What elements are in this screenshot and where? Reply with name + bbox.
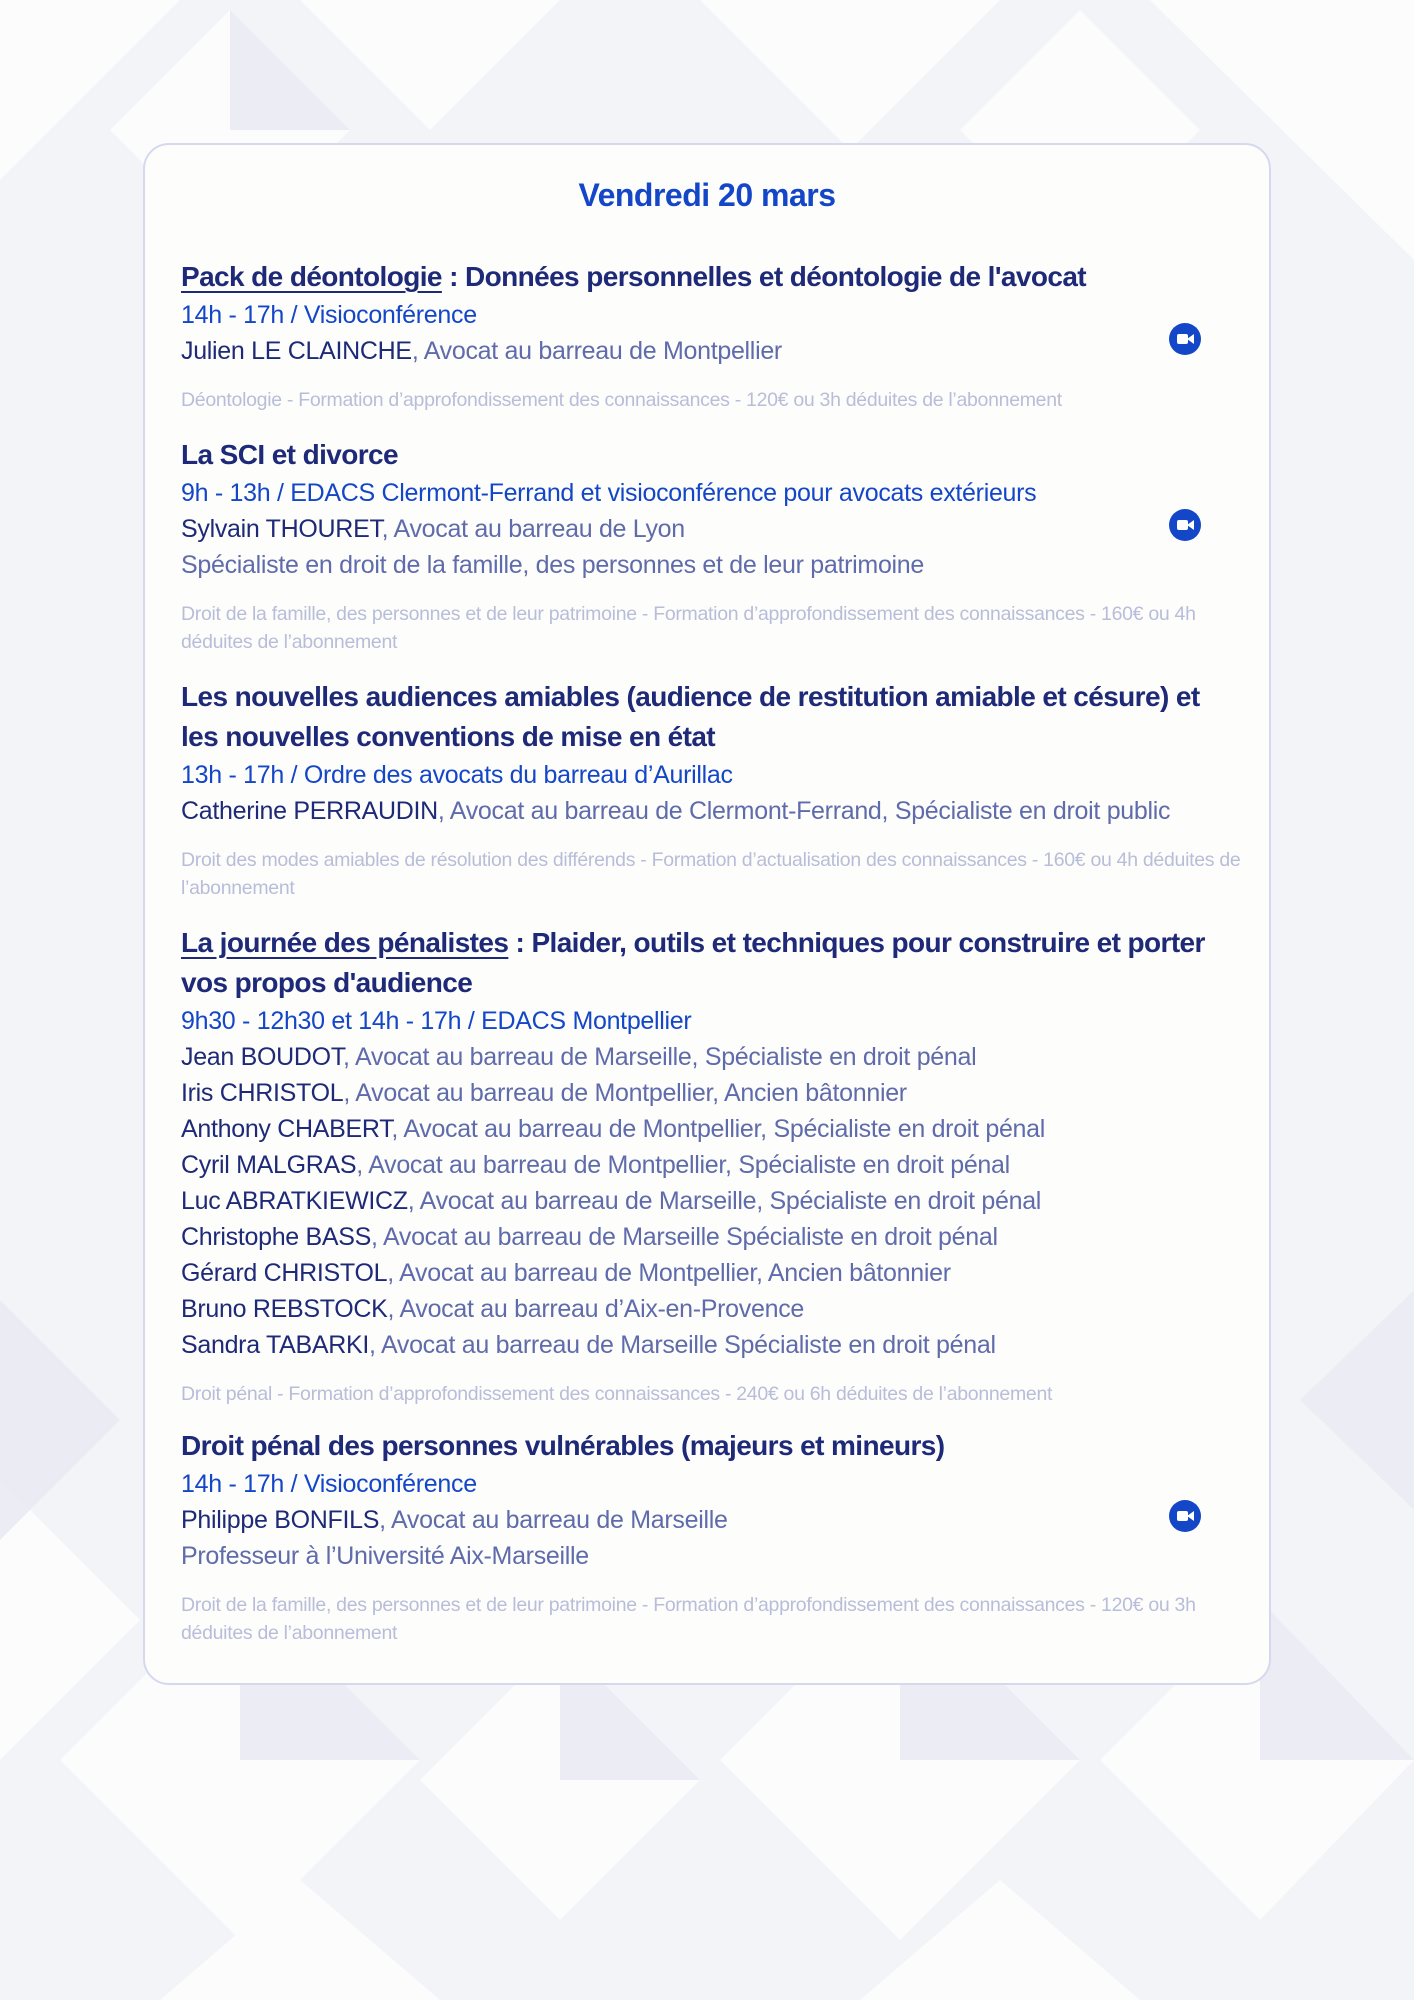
video-camera-icon[interactable] — [1169, 509, 1201, 541]
session-4 — [181, 923, 1241, 1408]
speaker-line — [181, 1147, 1241, 1183]
session-meta: Déontologie - Formation d’approfondissement des connaissances - 120€ ou 3h déduites de l’abonnement — [181, 389, 1062, 411]
speaker-name: Bruno REBSTOCK — [181, 1295, 388, 1323]
speaker-role: , Avocat au barreau de Marseille, Spécialiste en droit pénal — [343, 1043, 977, 1071]
session-time: 13h - 17h / Ordre des avocats du barreau d’Aurillac — [181, 761, 733, 789]
session-title: La journée des pénalistes : Plaider, outils et techniques pour construire et porter vos propos d'audience — [181, 927, 1205, 998]
speaker-name: Luc ABRATKIEWICZ — [181, 1187, 408, 1215]
session-2 — [181, 435, 1241, 656]
speaker-line — [181, 1502, 1241, 1538]
speaker-line — [181, 1327, 1241, 1363]
speaker-specialty: Spécialiste en droit de la famille, des personnes et de leur patrimoine — [181, 551, 925, 579]
speaker-line — [181, 1183, 1241, 1219]
speaker-role: , Avocat au barreau de Marseille Spécialiste en droit pénal — [371, 1223, 998, 1251]
session-meta: Droit de la famille, des personnes et de leur patrimoine - Formation d’approfondissement des connaissances - 120€ ou 3h déduites de l’abonnement — [181, 1594, 1196, 1644]
speaker-affiliation: Professeur à l’Université Aix-Marseille — [181, 1542, 589, 1570]
speaker-name: Sylvain THOURET — [181, 515, 382, 543]
speaker-line — [181, 511, 1241, 547]
speaker-name: Jean BOUDOT — [181, 1043, 344, 1071]
session-meta: Droit de la famille, des personnes et de leur patrimoine - Formation d’approfondissement des connaissances - 160€ ou 4h déduites de l’abonnement — [181, 603, 1196, 653]
speaker-name: Christophe BASS — [181, 1223, 372, 1251]
speaker-line — [181, 1111, 1241, 1147]
day-title: Vendredi 20 mars — [578, 177, 836, 213]
session-3 — [181, 677, 1241, 902]
session-time: 9h - 13h / EDACS Clermont-Ferrand et visioconférence pour avocats extérieurs — [181, 479, 1037, 507]
speaker-line — [181, 333, 1241, 369]
session-time: 14h - 17h / Visioconférence — [181, 301, 477, 329]
session-1 — [181, 257, 1241, 414]
session-title-link[interactable]: Pack de déontologie — [181, 261, 442, 292]
speaker-role: , Avocat au barreau de Montpellier, Ancien bâtonnier — [343, 1079, 907, 1107]
speaker-line — [181, 1219, 1241, 1255]
speaker-name: Cyril MALGRAS — [181, 1151, 357, 1179]
session-title: Droit pénal des personnes vulnérables (majeurs et mineurs) — [181, 1430, 945, 1461]
speaker-line — [181, 1075, 1241, 1111]
speaker-role: , Avocat au barreau de Marseille Spécialiste en droit pénal — [369, 1331, 996, 1359]
session-title-link[interactable]: La journée des pénalistes — [181, 927, 509, 958]
session-time: 9h30 - 12h30 et 14h - 17h / EDACS Montpellier — [181, 1007, 692, 1035]
speaker-line — [181, 1255, 1241, 1291]
session-time: 14h - 17h / Visioconférence — [181, 1470, 477, 1498]
speaker-name: Julien LE CLAINCHE — [181, 337, 412, 365]
speaker-role: , Avocat au barreau de Montpellier, Spécialiste en droit pénal — [356, 1151, 1010, 1179]
speaker-role: , Avocat au barreau de Lyon — [381, 515, 685, 543]
session-5 — [181, 1426, 1241, 1647]
session-title: La SCI et divorce — [181, 439, 398, 470]
speaker-name: Philippe BONFILS — [181, 1506, 380, 1534]
speaker-role: , Avocat au barreau de Clermont-Ferrand, Spécialiste en droit public — [437, 797, 1171, 825]
speaker-name: Sandra TABARKI — [181, 1331, 370, 1359]
session-title: Pack de déontologie : Données personnelles et déontologie de l'avocat — [181, 261, 1087, 292]
speaker-role: , Avocat au barreau de Montpellier, Spécialiste en droit pénal — [391, 1115, 1046, 1143]
session-title: Les nouvelles audiences amiables (audience de restitution amiable et césure) et les nouvelles conventions de mise en état — [181, 681, 1200, 752]
speaker-name: Iris CHRISTOL — [181, 1079, 344, 1107]
speaker-line — [181, 1291, 1241, 1327]
speaker-line — [181, 1039, 1241, 1075]
session-meta: Droit pénal - Formation d’approfondissement des connaissances - 240€ ou 6h déduites de l’abonnement — [181, 1383, 1053, 1405]
speaker-role: , Avocat au barreau de Marseille, Spécialiste en droit pénal — [407, 1187, 1042, 1215]
schedule-card — [143, 143, 1271, 1685]
speaker-role: , Avocat au barreau de Montpellier, Ancien bâtonnier — [387, 1259, 951, 1287]
speaker-role: , Avocat au barreau d’Aix-en-Provence — [387, 1295, 804, 1323]
speaker-role: , Avocat au barreau de Montpellier — [411, 337, 782, 365]
speaker-name: Catherine PERRAUDIN — [181, 797, 438, 825]
speaker-name: Anthony CHABERT — [181, 1115, 392, 1143]
speaker-role: , Avocat au barreau de Marseille — [379, 1506, 728, 1534]
video-camera-icon[interactable] — [1169, 1500, 1201, 1532]
speaker-line — [181, 793, 1241, 829]
video-camera-icon[interactable] — [1169, 323, 1201, 355]
speaker-name: Gérard CHRISTOL — [181, 1259, 388, 1287]
session-meta: Droit des modes amiables de résolution des différends - Formation d’actualisation des connaissances - 160€ ou 4h déduites de l’abonnement — [181, 849, 1241, 899]
